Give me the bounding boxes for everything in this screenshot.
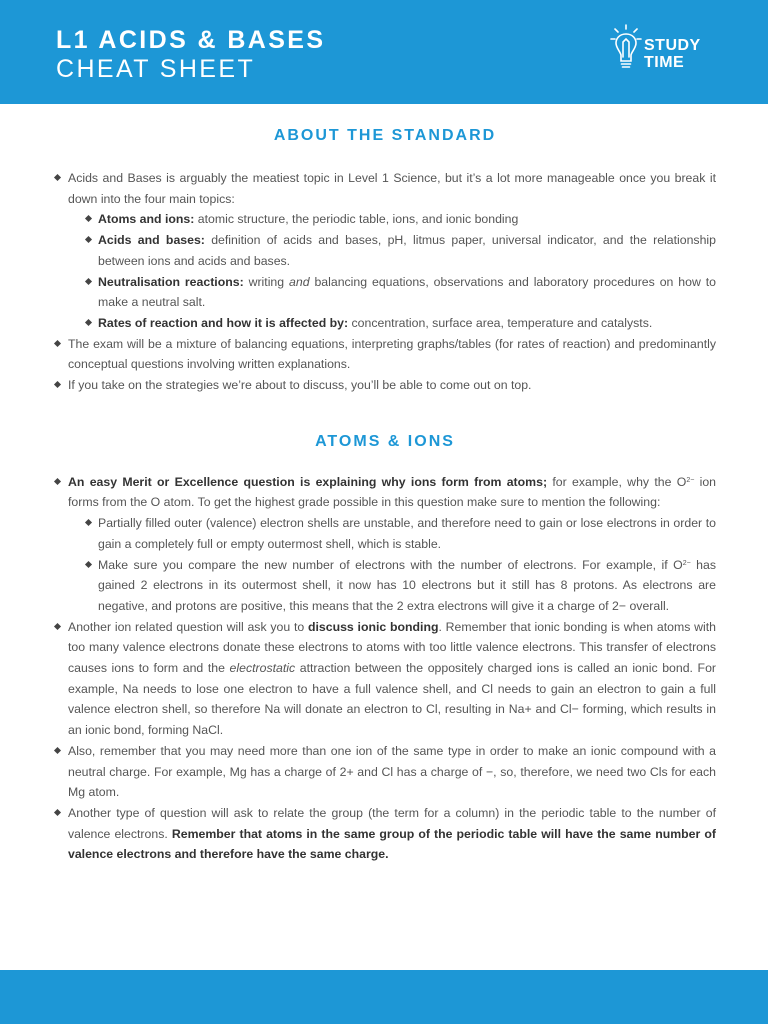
list-item-intro: Acids and Bases is arguably the meatiest topic in Level 1 Science, but it’s a lot more manageable once you break it down into the four main topics: [54,168,716,209]
study-time-logo [610,24,720,76]
list-item-topic-acids: Acids and bases: definition of acids and bases, pH, litmus paper, universal indicator, and the relationship between ions and acids and bases. [54,230,716,271]
section-heading-about: ABOUT THE STANDARD [273,127,497,144]
logo-text-study: STUDY [644,37,701,54]
section-heading-atoms: ATOMS & IONS [315,432,455,450]
page-content [54,124,716,865]
header-banner [0,0,768,104]
lightbulb-icon [610,24,642,76]
list-item-strategies: If you take on the strategies we’re about to discuss, you’ll be able to come out on top. [54,375,716,396]
title-line-1: L1 ACIDS & BASES [56,26,326,54]
list-item-compare-electrons: Make sure you compare the new number of electrons with the number of electrons. For example, if $O^{2-}$ has gained 2 electrons in its outermost shell, it now has 10 electrons but it still has 8 protons. As electrons are negative, and protons are positive, this means that the 2 extra electrons will give it a charge of 2− overall. [54,555,716,617]
title-line-2: CHEAT SHEET [56,55,256,83]
atoms-list [54,472,716,865]
list-item-topic-neutralisation: Neutralisation reactions: writing and balancing equations, observations and laboratory procedures on how to make a neutral salt. [54,272,716,313]
list-item-ionic-bonding: Another ion related question will ask you to discuss ionic bonding. Remember that ionic bonding is when atoms with too many valence electrons donate these electrons to atoms with too little valence electrons. This transfer of electrons causes ions to form and the electrostatic attraction between the oppositely charged ions is called an ionic bond. For example, Na needs to lose one electron to have a full valence shell, and Cl needs to gain an electron to gain a full valence electron shell, so therefore Na will donate an electron to Cl, resulting in Na+ and Cl− forming, which results in an ionic bond, forming NaCl. [54,617,716,741]
list-item-periodic-group: Another type of question will ask to relate the group (the term for a column) in the periodic table to the number of valence electrons. Remember that atoms in the same group of the periodic table will have the same number of valence electrons and therefore have the same charge. [54,803,716,865]
list-item-exam: The exam will be a mixture of balancing equations, interpreting graphs/tables (for rates of reaction) and predominantly conceptual questions involving written explanations. [54,334,716,375]
about-list [54,168,716,396]
logo-text-time: TIME [644,54,685,71]
list-item-valence-shells: Partially filled outer (valence) electron shells are unstable, and therefore need to gain or lose electrons in order to gain a completely full or empty outermost shell, which is stable. [54,513,716,554]
footer-banner [0,970,768,1024]
list-item-multiple-ions: Also, remember that you may need more than one ion of the same type in order to make an ionic compound with a neutral charge. For example, Mg has a charge of 2+ and Cl has a charge of −, so, therefore, we need two Cls for each Mg atom. [54,741,716,803]
list-item-merit: An easy Merit or Excellence question is explaining why ions form from atoms; for example, why the $O^{2-}$ ion forms from the O atom. To get the highest grade possible in this question make sure to mention the following: [54,472,716,513]
list-item-topic-rates: Rates of reaction and how it is affected by: concentration, surface area, temperature and catalysts. [54,313,716,334]
list-item-topic-atoms: Atoms and ions: atomic structure, the periodic table, ions, and ionic bonding [54,209,716,230]
